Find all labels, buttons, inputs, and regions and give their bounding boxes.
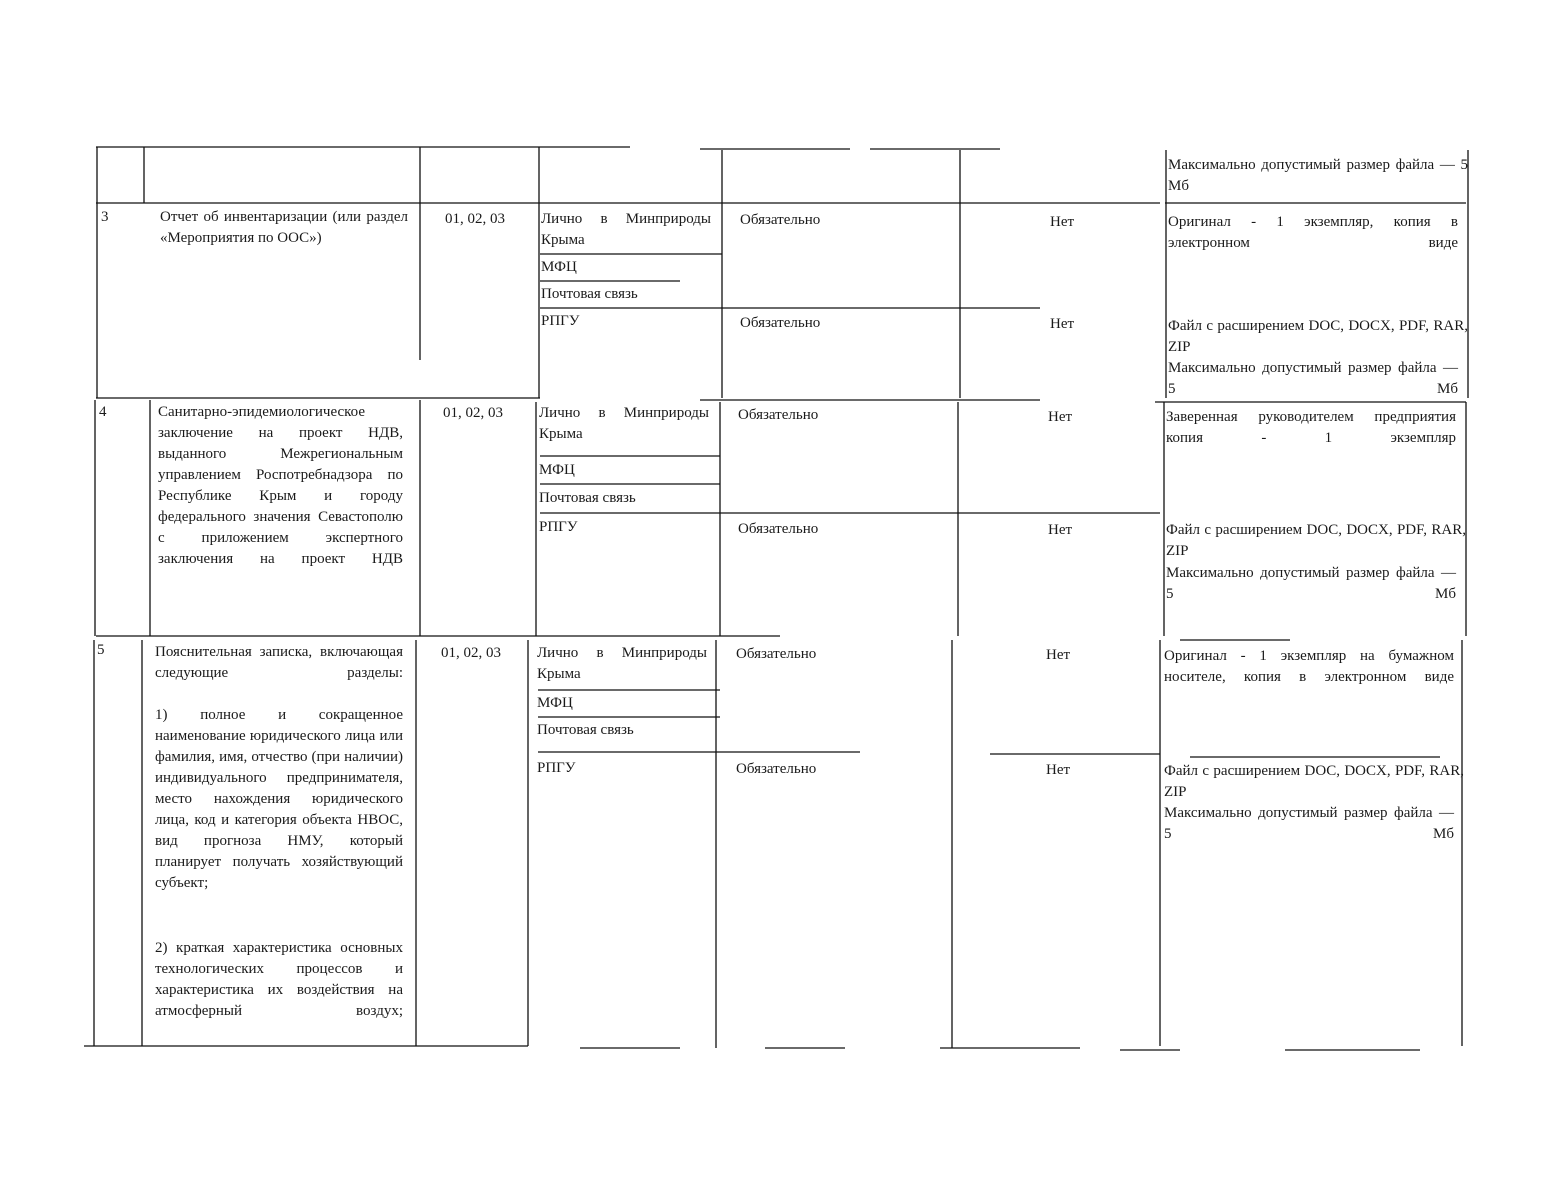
row5-codes: 01, 02, 03 (441, 645, 501, 661)
row4-method-rpgu: РПГУ (539, 519, 578, 535)
row5-requirement-2-size: Максимально допустимый размер файла — 5 Мб (1164, 805, 1454, 842)
row4-method-in-person: Лично в Минприроды Крыма (539, 405, 709, 442)
row3-obligatory-1: Обязательно (740, 212, 821, 228)
row3-method-post: Почтовая связь (541, 286, 638, 302)
row4-codes: 01, 02, 03 (443, 405, 503, 421)
row5-requirement-1: Оригинал - 1 экземпляр на бумажном носителе, копия в электронном виде (1164, 648, 1454, 685)
row3-codes: 01, 02, 03 (445, 211, 505, 227)
row4-requirement-1: Заверенная руководителем предприятия копия - 1 экземпляр (1166, 409, 1456, 446)
row4-requirement-2-format: Файл с расширением DOC, DOCX, PDF, RAR, ZIP (1166, 522, 1466, 559)
row5-requirement-2-format: Файл с расширением DOC, DOCX, PDF, RAR, ZIP (1164, 763, 1464, 800)
row5-method-in-person: Лично в Минприроды Крыма (537, 645, 707, 682)
row5-document-item-1: 1) полное и сокращенное наименование юридического лица или фамилия, имя, отчество (при наличии) индивидуального предпринимателя, место нахождения юридического лица, код и категория объекта НВОС, вид прогноза НМУ, который планирует получать хозяйствующий субъект; (155, 707, 403, 891)
row4-number: 4 (99, 404, 107, 420)
row5-document-intro: Пояснительная записка, включающая следующие разделы: (155, 644, 403, 681)
row5-number: 5 (97, 642, 105, 658)
row3-document-name: Отчет об инвентаризации (или раздел «Мероприятия по ООС») (160, 209, 408, 246)
row4-obligatory-2: Обязательно (738, 521, 819, 537)
row5-method-mfc: МФЦ (537, 695, 573, 711)
row3-obligatory-2: Обязательно (740, 315, 821, 331)
row3-method-mfc: МФЦ (541, 259, 577, 275)
row3-requirement-2-size: Максимально допустимый размер файла — 5 Мб (1168, 360, 1458, 397)
row5-no-2: Нет (1046, 762, 1071, 778)
row-top-requirement: Максимально допустимый размер файла — 5 Мб (1168, 157, 1468, 194)
row5-method-rpgu: РПГУ (537, 760, 576, 776)
row4-document-name: Санитарно-эпидемиологическое заключение на проект НДВ, выданного Межрегиональным управлением Роспотребнадзора по Республике Крым и городу федерального значения Севастополю с приложением экспертного заключения на проект НДВ (158, 404, 403, 567)
row4-no-2: Нет (1048, 522, 1073, 538)
row5-method-post: Почтовая связь (537, 722, 634, 738)
row3-requirement-1: Оригинал - 1 экземпляр, копия в электронном виде (1168, 214, 1458, 251)
row3-no-2: Нет (1050, 316, 1075, 332)
row3-number: 3 (101, 209, 109, 225)
row5-obligatory-2: Обязательно (736, 761, 817, 777)
row4-obligatory-1: Обязательно (738, 407, 819, 423)
row3-requirement-2-format: Файл с расширением DOC, DOCX, PDF, RAR, ZIP (1168, 318, 1468, 355)
row3-method-rpgu: РПГУ (541, 313, 580, 329)
row5-document-item-2: 2) краткая характеристика основных технологических процессов и характеристика их воздействия на атмосферный воздух; (155, 940, 403, 1019)
row4-method-mfc: МФЦ (539, 462, 575, 478)
row5-obligatory-1: Обязательно (736, 646, 817, 662)
row4-requirement-2-size: Максимально допустимый размер файла — 5 Мб (1166, 565, 1456, 602)
row3-no-1: Нет (1050, 214, 1075, 230)
row3-method-in-person: Лично в Минприроды Крыма (541, 211, 711, 248)
row4-method-post: Почтовая связь (539, 490, 636, 506)
row5-no-1: Нет (1046, 647, 1071, 663)
row4-no-1: Нет (1048, 409, 1073, 425)
